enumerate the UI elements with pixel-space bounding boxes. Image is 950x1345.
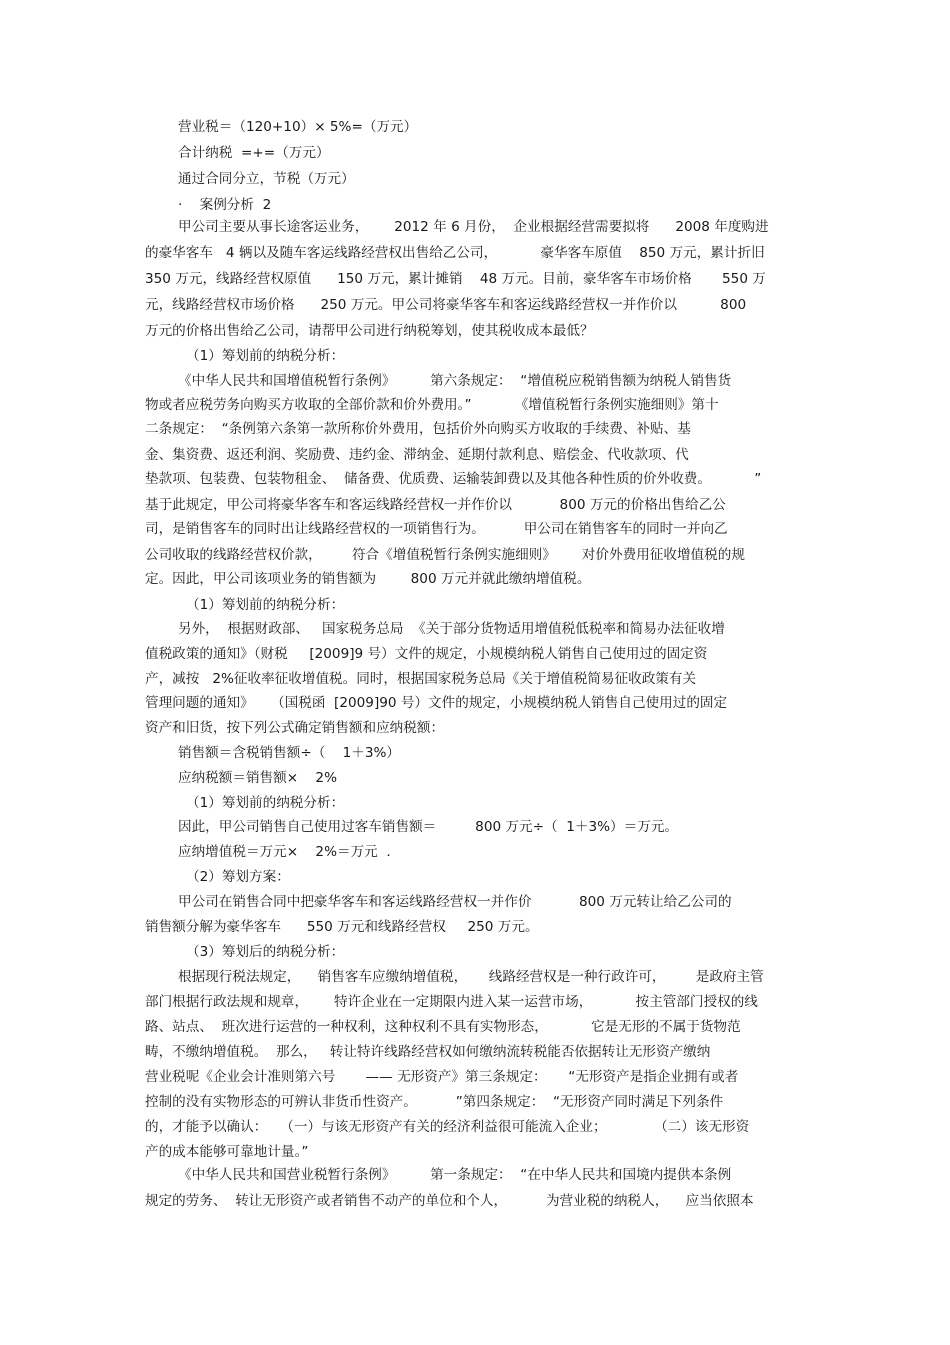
subsection-heading: （1）筹划前的纳税分析：: [186, 795, 345, 811]
subsection-heading: （1）筹划前的纳税分析：: [186, 597, 345, 613]
text-line: 因此，甲公司销售自己使用过客车销售额＝ 800 万元÷（ 1＋3%）＝万元。: [178, 819, 679, 835]
subsection-heading: （1）筹划前的纳税分析：: [186, 348, 345, 364]
text-line: 管理问题的通知》 （国税函 [2009]90 号）文件的规定，小规模纳税人销售自己使用过的固定: [145, 695, 728, 711]
text-line: 司，是销售客车的同时出让线路经营权的一项销售行为。 甲公司在销售客车的同时一并向乙: [145, 521, 728, 537]
text-line: 350 万元，线路经营权原值 150 万元，累计摊销 48 万元。目前，豪华客车市场价格 550 万: [145, 271, 766, 287]
text-line: 畴，不缴纳增值税。 那么， 转让特许线路经营权如何缴纳流转税能否依据转让无形资产缴纳: [145, 1044, 711, 1060]
text-line: 营业税＝（120+10）× 5%=（万元）: [178, 119, 418, 135]
text-line: 根据现行税法规定， 销售客车应缴纳增值税， 线路经营权是一种行政许可， 是政府主管: [178, 969, 764, 985]
text-line: 物或者应税劳务向购买方收取的全部价款和价外费用。” 《增值税暂行条例实施细则》第十: [145, 397, 719, 413]
text-line: 《中华人民共和国营业税暂行条例》 第一条规定： “在中华人民共和国境内提供本条例: [178, 1167, 732, 1183]
subsection-heading: （2）筹划方案：: [186, 869, 290, 885]
text-line: 控制的没有实物形态的可辨认非货币性资产。 ”第四条规定： “无形资产同时满足下列条件: [145, 1094, 724, 1110]
text-line: 的，才能予以确认： （一）与该无形资产有关的经济利益很可能流入企业； （二）该无形资: [145, 1119, 750, 1135]
formula-line: 销售额＝含税销售额÷（ 1＋3%）: [178, 745, 401, 761]
text-line: 定。因此，甲公司该项业务的销售额为 800 万元并就此缴纳增值税。: [145, 571, 591, 587]
text-line: 二条规定： “条例第六条第一款所称价外费用，包括价外向购买方收取的手续费、补贴、基: [145, 421, 691, 437]
text-line: 《中华人民共和国增值税暂行条例》 第六条规定： “增值税应税销售额为纳税人销售货: [178, 373, 732, 389]
text-line: 路、站点、 班次进行运营的一种权利，这种权利不具有实物形态， 它是无形的不属于货物范: [145, 1019, 741, 1035]
text-line: 资产和旧货，按下列公式确定销售额和应纳税额：: [145, 720, 445, 736]
text-line: 金、集资费、返还利润、奖励费、违约金、滞纳金、延期付款利息、赔偿金、代收款项、代: [145, 447, 689, 463]
text-line: 产的成本能够可靠地计量。”: [145, 1144, 309, 1160]
text-line: 规定的劳务、 转让无形资产或者销售不动产的单位和个人， 为营业税的纳税人， 应当依照本: [145, 1193, 754, 1209]
text-line: 产，减按 2%征收率征收增值税。同时，根据国家税务总局《关于增值税简易征收政策有关: [145, 671, 697, 687]
text-line: 部门根据行政法规和规章， 特许企业在一定期限内进入某一运营市场， 按主管部门授权的线: [145, 994, 758, 1010]
text-line: 万元的价格出售给乙公司，请帮甲公司进行纳税筹划，使其税收成本最低？: [145, 323, 594, 339]
text-line: 甲公司主要从事长途客运业务， 2012 年 6 月份， 企业根据经营需要拟将 2008 年度购进: [178, 219, 769, 235]
text-line: 垫款项、包装费、包装物租金、 储备费、优质费、运输装卸费以及其他各种性质的价外收费。 ”: [145, 471, 762, 487]
subsection-heading: （3）筹划后的纳税分析：: [186, 944, 345, 960]
formula-line: 应纳税额＝销售额× 2%: [178, 770, 337, 786]
text-line: 基于此规定，甲公司将豪华客车和客运线路经营权一并作价以 800 万元的价格出售给乙公: [145, 497, 726, 513]
text-line: 甲公司在销售合同中把豪华客车和客运线路经营权一并作价 800 万元转让给乙公司的: [178, 894, 732, 910]
text-line: 元，线路经营权市场价格 250 万元。甲公司将豪华客车和客运线路经营权一并作价以 800: [145, 297, 747, 313]
text-line: 值税政策的通知》（财税 [2009]9 号）文件的规定，小规模纳税人销售自己使用过的固定资: [145, 646, 708, 662]
text-line: 的豪华客车 4 辆以及随车客运线路经营权出售给乙公司， 豪华客车原值 850 万元，累计折旧: [145, 245, 765, 261]
text-line: 公司收取的线路经营权价款， 符合《增值税暂行条例实施细则》 对价外费用征收增值税的规: [145, 547, 745, 563]
text-line: 销售额分解为豪华客车 550 万元和线路经营权 250 万元。: [145, 919, 539, 935]
section-heading: · 案例分析 2: [178, 197, 272, 213]
text-line: 通过合同分立，节税（万元）: [178, 171, 355, 187]
text-line: 合计纳税 =+=（万元）: [178, 145, 330, 161]
text-line: 应纳增值税＝万元× 2%＝万元 .: [178, 844, 391, 860]
text-line: 另外， 根据财政部、 国家税务总局 《关于部分货物适用增值税低税率和简易办法征收增: [178, 621, 725, 637]
text-line: 营业税呢《企业会计准则第六号 —— 无形资产》第三条规定： “无形资产是指企业拥有或者: [145, 1069, 739, 1085]
